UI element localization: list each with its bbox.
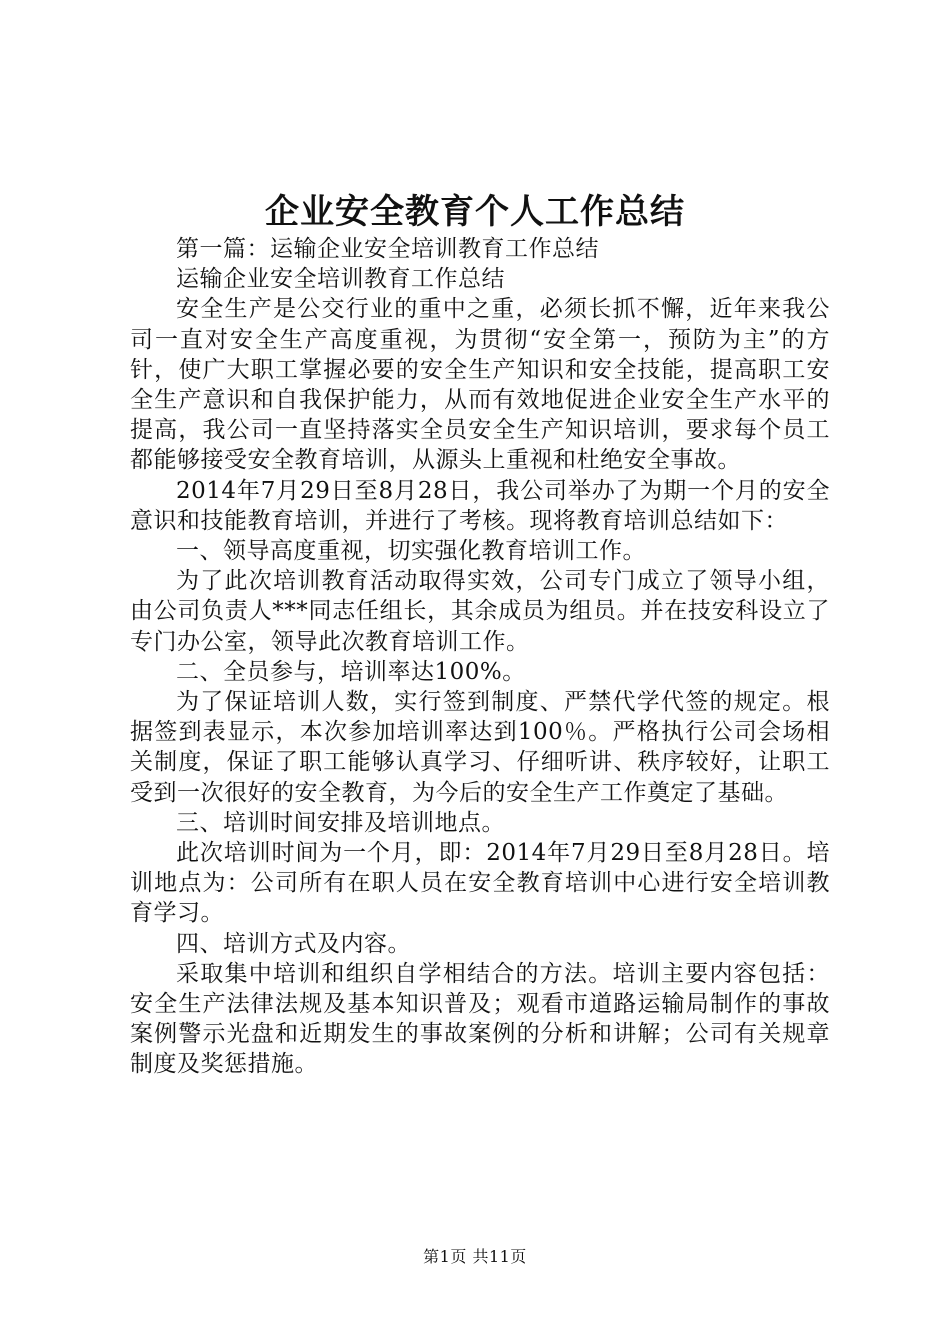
paragraph-event-summary: 2014年7月29日至8月28日，我公司举办了为期一个月的安全意识和技能教育培训，并进行了考核。现将教育培训总结如下： — [130, 477, 830, 534]
paragraph-chapter-heading: 第一篇：运输企业安全培训教育工作总结 — [176, 236, 599, 262]
paragraph-section-4: 采取集中培训和组织自学相结合的方法。培训主要内容包括：安全生产法律法规及基本知识普及；观看市道路运输局制作的事故案例警示光盘和近期发生的事故案例的分析和讲解；公司有关规章制度及奖惩措施。 — [130, 960, 830, 1078]
section-heading-2: 二、全员参与，培训率达100%。 — [176, 658, 526, 685]
section-heading-1: 一、领导高度重视，切实强化教育培训工作。 — [176, 538, 646, 565]
page-number-footer: 第1页 共11页 — [423, 1247, 527, 1266]
paragraph-section-3: 此次培训时间为一个月，即：2014年7月29日至8月28日。培训地点为：公司所有在职人员在安全教育培训中心进行安全培训教育学习。 — [130, 840, 830, 927]
document-title: 企业安全教育个人工作总结 — [265, 192, 685, 232]
section-heading-4: 四、培训方式及内容。 — [176, 930, 411, 957]
document-body — [130, 234, 830, 1080]
paragraph-section-2: 为了保证培训人数，实行签到制度、严禁代学代签的规定。根据签到表显示，本次参加培训率达到100％。严格执行公司会场相关制度，保证了职工能够认真学习、仔细听讲、秩序较好，让职工受到一次很好的安全教育，为今后的安全生产工作奠定了基础。 — [130, 689, 830, 806]
section-heading-3: 三、培训时间安排及培训地点。 — [176, 809, 505, 836]
paragraph-subtitle: 运输企业安全培训教育工作总结 — [176, 266, 505, 293]
paragraph-intro: 安全生产是公交行业的重中之重，必须长抓不懈，近年来我公司一直对安全生产高度重视，为贯彻“安全第一，预防为主”的方针，使广大职工掌握必要的安全生产知识和安全技能，提高职工安全生产意识和自我保护能力，从而有效地促进企业安全生产水平的提高，我公司一直坚持落实全员安全生产知识培训，要求每个员工都能够接受安全教育培训，从源头上重视和杜绝安全事故。 — [130, 296, 830, 474]
paragraph-section-1: 为了此次培训教育活动取得实效，公司专门成立了领导小组，由公司负责人***同志任组长，其余成员为组员。并在技安科设立了专门办公室，领导此次教育培训工作。 — [130, 568, 830, 655]
